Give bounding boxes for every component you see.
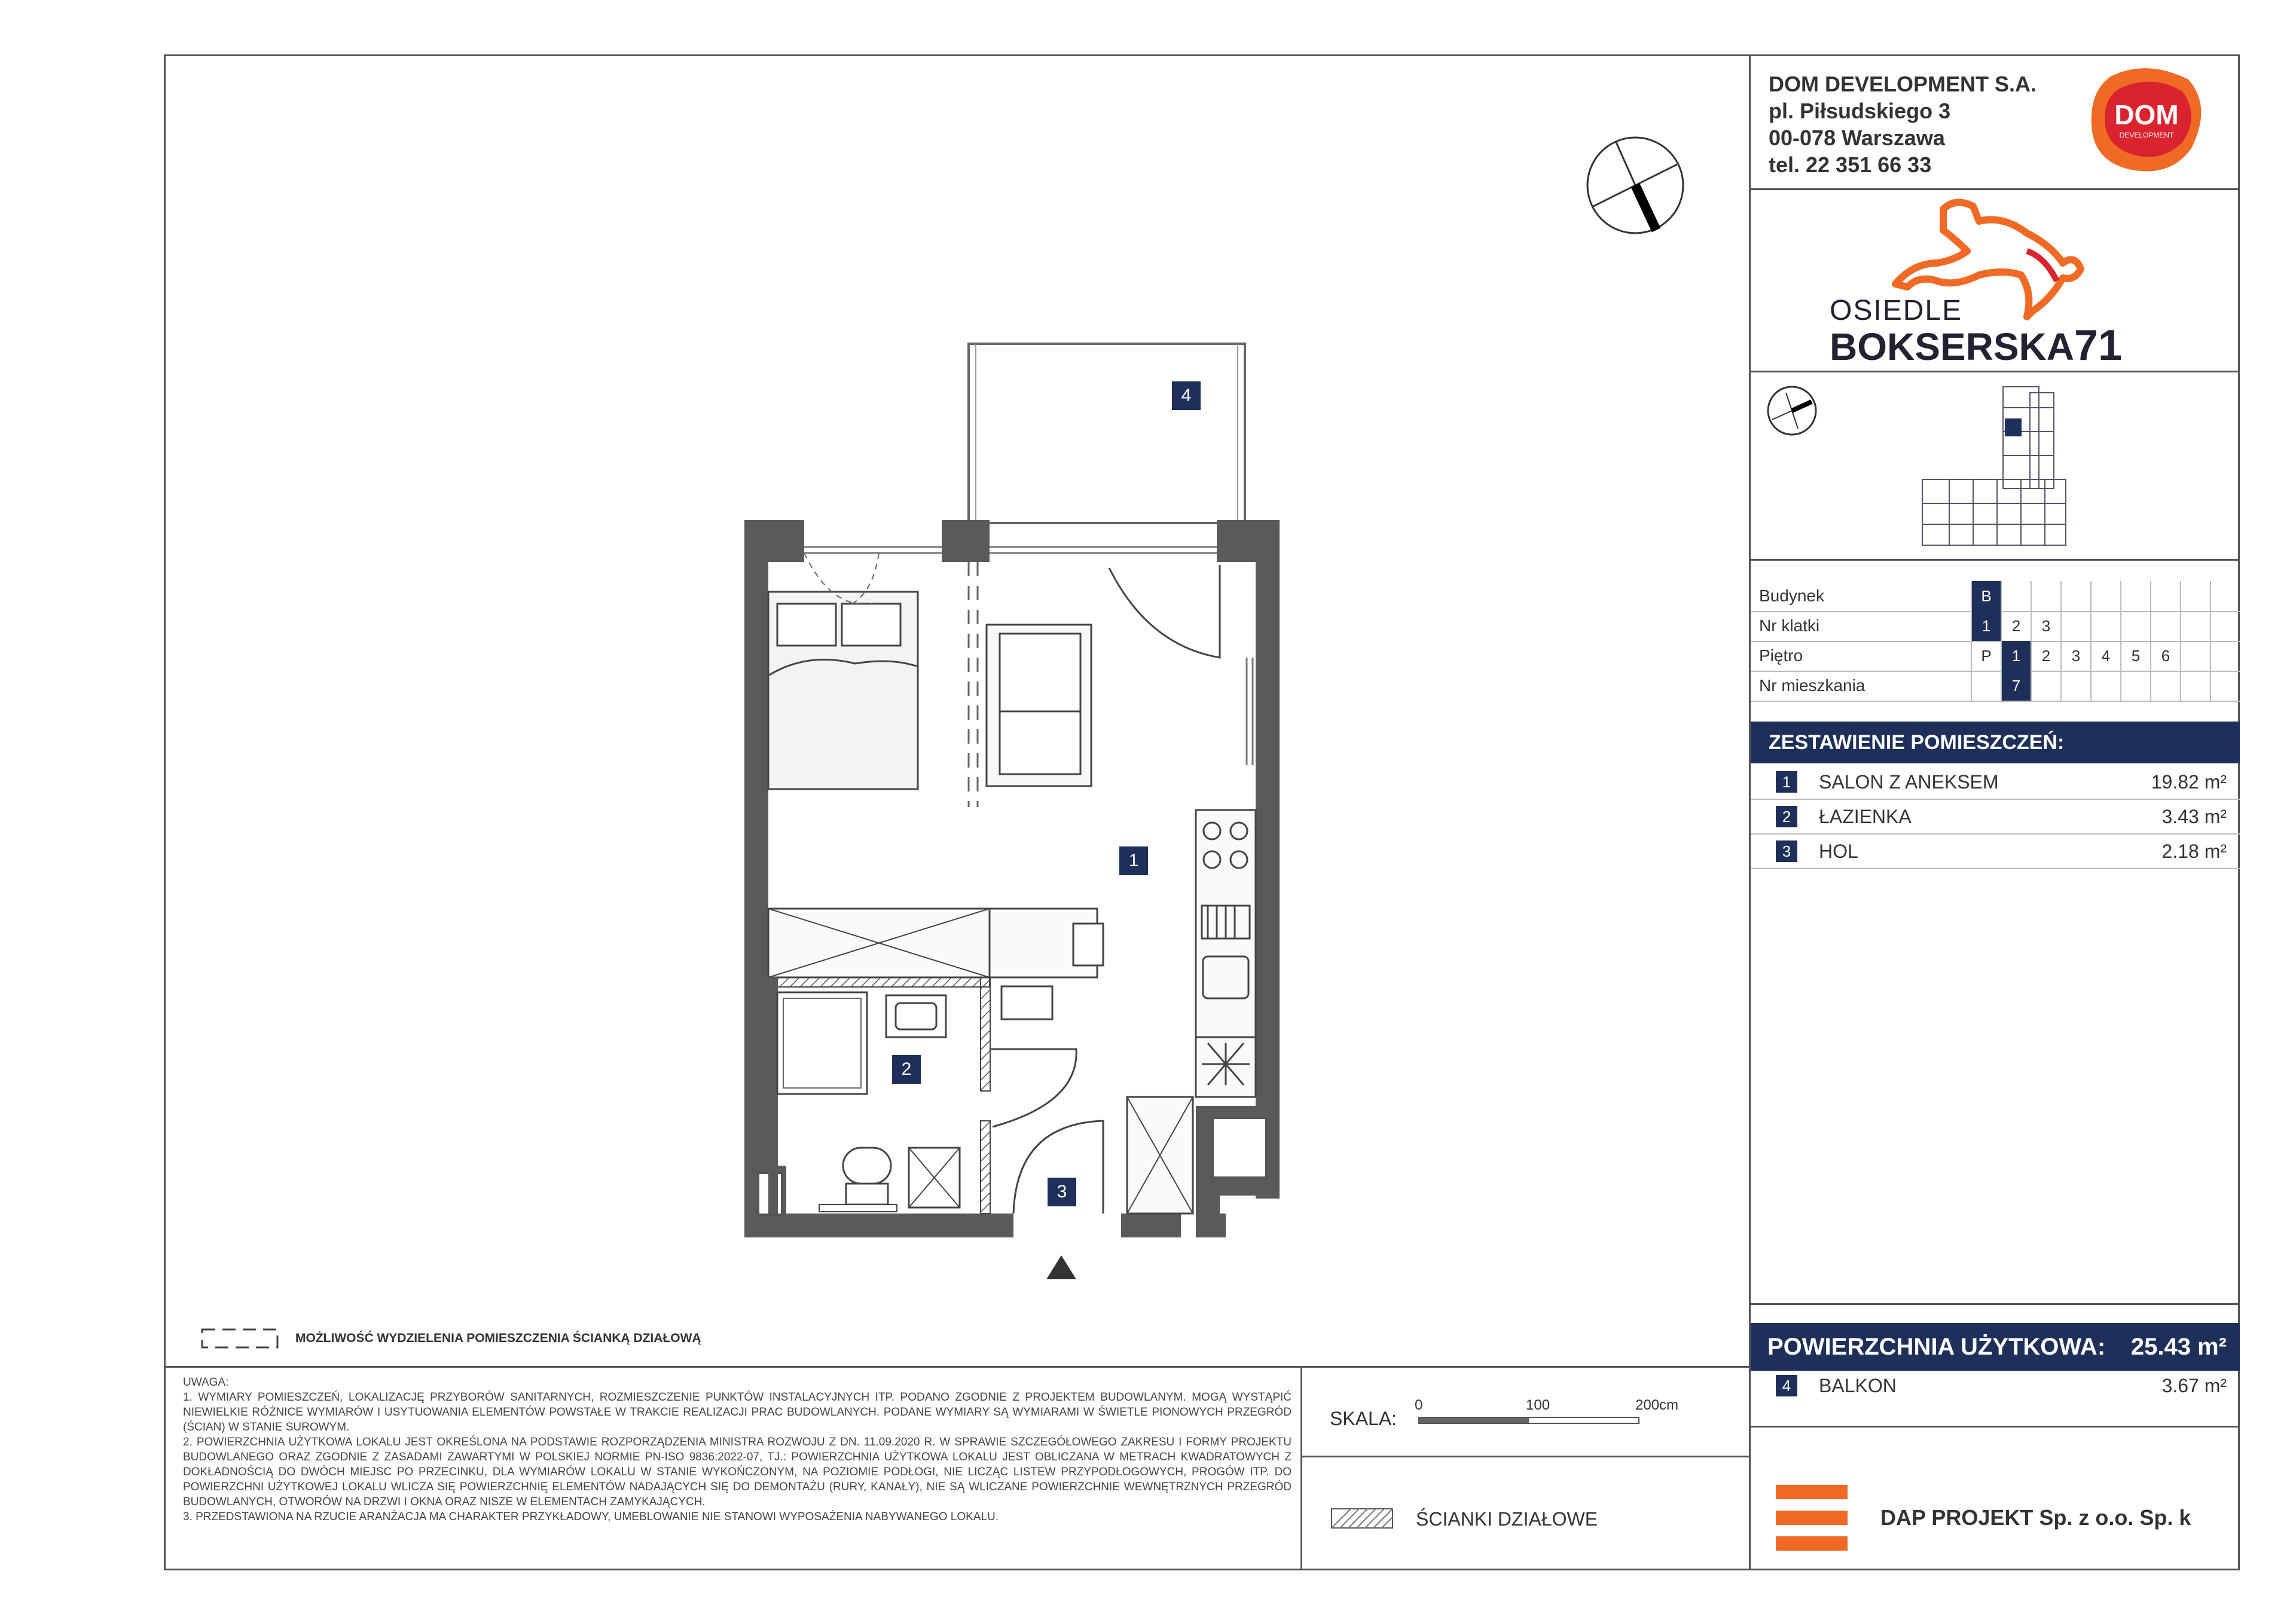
toilet (843, 1148, 891, 1184)
note-item: 2. POWIERZCHNIA UŻYTKOWA LOKALU JEST OKREŚLONA NA PODSTAWIE ROZPORZĄDZENIA MINISTRA ROZWOJU Z DN. 11.09.2020 R. W SPRAWIE SZCZEGÓŁOWEGO ZAKRESU I FORMY PROJEKTU BUDOWLANEGO ORAZ ZGODNIE Z ZASADAMI ZAWARTYMI W POLSKIEJ NORMIE PN-ISO 9836:2022-07, TJ.: POWIERZCHNIA UŻYTKOWA LOKALU JEST OBLICZANA W METRACH KWADRATOWYCH Z DOKŁADNOŚCIĄ DO DWÓCH MIEJSC PO PRZECINKU, DLA WYMIARÓW LOKALU W STANIE WYKOŃCZONYM, NA POZIOMIE PODŁOGI, NIE LICZĄC LISTEW PRZYPODŁOGOWYCH, PROGÓW ITP. DO POWIERZCHNI UŻYTKOWEJ LOKALU WLICZA SIĘ POWIERZCHNIĘ ELEMENTÓW NADAJĄCYCH SIĘ DO DEMONTAŻU (RURY, KANAŁY), NIE SĄ WLICZANE POWIERZCHNIE WEWNĘTRZNYCH PRZEGRÓD BUDOWLANYCH, OTWORÓW NA DRZWI I OKNA ORAZ NISZE W ELEMENTACH ZAMYKAJĄCYCH. (183, 1436, 1292, 1508)
architect-name: DAP PROJEKT Sp. z o.o. Sp. k (1880, 1505, 2191, 1530)
location-cell (2210, 581, 2240, 611)
project-divider (1749, 371, 2240, 372)
location-label: Piętro (1759, 646, 1803, 665)
company-name: DOM DEVELOPMENT S.A. (1769, 72, 2037, 96)
company-info (1769, 71, 2037, 178)
location-cell (2210, 641, 2240, 671)
shower (777, 992, 867, 1094)
location-cell: 4 (2090, 641, 2120, 671)
room-row (1751, 765, 2240, 800)
keyplan-compass-icon (1765, 384, 1819, 438)
extra-bottom-divider (1749, 1426, 2240, 1428)
project-name (1830, 294, 2122, 370)
notes-title: UWAGA: (183, 1376, 229, 1389)
location-label: Budynek (1759, 586, 1824, 605)
entrance-marker (1046, 1255, 1076, 1279)
room-row (1751, 835, 2240, 869)
location-cell (2150, 671, 2180, 701)
scale-bar-fill (1419, 1418, 1529, 1423)
room-number: 3 (1776, 840, 1797, 862)
note-item: 1. WYMIARY POMIESZCZEŃ, LOKALIZACJĘ PRZYBORÓW SANITARNYCH, ROZMIESZCZENIE PUNKTÓW INSTALACYJNYCH ITP. PODANO ZGODNIE Z PROJEKTEM BUDOWLANYM. MOGĄ WYSTĄPIĆ NIEWIELKIE RÓŻNICE WYMIARÓW I USYTUOWANIA ELEMENTÓW POWSTAŁE W TRAKCIE REALIZACJI PRAC BUDOWLANYCH. PODANE WYMIARY SĄ WYMIARAMI W ŚWIETLE PIONOWYCH PRZEGRÓD (ŚCIAN) W STANIE SUROWYM. (183, 1391, 1292, 1434)
location-cell (2120, 581, 2150, 611)
location-cell (2060, 611, 2090, 641)
rooms-heading-bar (1751, 722, 2240, 763)
location-cell: 1 (1971, 611, 2001, 641)
dap-projekt-logo (1776, 1485, 1848, 1551)
note-item: 3. PRZEDSTAWIONA NA RZUCIE ARANŻACJA MA CHARAKTER PRZYKŁADOWY, UMEBLOWANIE NIE STANOWI WYPOSAŻENIA NABYWANEGO LOKALU. (183, 1511, 999, 1523)
notes-scale-divider (1300, 1366, 1302, 1570)
room-area: 3.67 m² (2161, 1374, 2227, 1396)
project-name-line2 (1830, 321, 2122, 370)
building-keyplan (1913, 384, 2069, 551)
company-address-street: pl. Piłsudskiego 3 (1769, 99, 1951, 123)
location-cell (2210, 611, 2240, 641)
location-cell: 6 (2150, 641, 2180, 671)
project-name-line1: OSIEDLE (1830, 295, 1963, 326)
scale-label: SKALA: (1330, 1408, 1397, 1429)
location-cell (1971, 671, 2001, 701)
room-area: 3.43 m² (2161, 805, 2227, 827)
north-compass-icon (1581, 132, 1689, 239)
room-number: 2 (1776, 806, 1797, 827)
location-cell: 5 (2120, 641, 2150, 671)
location-cell: 3 (2031, 611, 2060, 641)
location-cell (2060, 581, 2090, 611)
company-divider (1749, 188, 2240, 190)
room-row (1751, 800, 2240, 835)
scale-tick-200: 200cm (1635, 1397, 1679, 1413)
location-cell: 7 (2001, 671, 2031, 701)
location-cell (2120, 611, 2150, 641)
scale-tick-100: 100 (1526, 1397, 1550, 1413)
total-area-value: 25.43 m² (2130, 1333, 2227, 1360)
location-cell: 2 (2031, 641, 2060, 671)
location-cell: 1 (2001, 641, 2031, 671)
scale-tick-0: 0 (1415, 1397, 1423, 1413)
location-cell (2180, 671, 2210, 701)
location-cell (2001, 581, 2031, 611)
rooms-heading: ZESTAWIENIE POMIESZCZEŃ: (1769, 730, 2065, 754)
plan-tag-1: 1 (1119, 846, 1148, 875)
balcony-row (1751, 1369, 2240, 1402)
room-number: 4 (1776, 1375, 1797, 1396)
dashed-partition-icon (201, 1328, 279, 1349)
room-name: SALON Z ANEKSEM (1819, 771, 1999, 793)
location-cell (2180, 581, 2210, 611)
location-label: Nr klatki (1759, 616, 1820, 635)
location-cell (2180, 611, 2210, 641)
location-label: Nr mieszkania (1759, 676, 1866, 695)
project-number: 71 (2074, 322, 2123, 369)
keyplan-selected-unit (2005, 418, 2022, 436)
partition-legend-label: ŚCIANKI DZIAŁOWE (1416, 1508, 1598, 1530)
room-name: HOL (1819, 840, 1858, 862)
location-cell: 2 (2001, 611, 2031, 641)
location-cell: 3 (2060, 641, 2090, 671)
scale-bar (1418, 1417, 1639, 1424)
location-cell (2150, 581, 2180, 611)
location-cell: P (1971, 641, 2001, 671)
total-area-label: POWIERZCHNIA UŻYTKOWA: (1767, 1333, 2106, 1360)
scale-legend-divider (1300, 1456, 1751, 1457)
notes (183, 1375, 1292, 1524)
company-phone: tel. 22 351 66 33 (1769, 152, 1932, 177)
plan-tag-3: 3 (1048, 1178, 1076, 1206)
room-area: 2.18 m² (2161, 840, 2227, 862)
location-cell (2180, 641, 2210, 671)
keyplan-divider (1749, 559, 2240, 561)
location-cell (2090, 671, 2120, 701)
location-cell (2090, 611, 2120, 641)
location-cell (2120, 671, 2150, 701)
room-name: ŁAZIENKA (1819, 805, 1912, 827)
location-cell (2090, 581, 2120, 611)
location-cell (2150, 611, 2180, 641)
floor-plan (735, 341, 1297, 1285)
location-cell (2031, 581, 2060, 611)
project-name-bokserska: BOKSERSKA (1830, 325, 2074, 368)
location-cell: B (1971, 581, 2001, 611)
room-area: 19.82 m² (2151, 771, 2227, 793)
possible-partition-label: MOŻLIWOŚĆ WYDZIELENIA POMIESZCZENIA ŚCIANKĄ DZIAŁOWĄ (295, 1331, 701, 1345)
location-cell (2031, 671, 2060, 701)
room-number: 1 (1776, 771, 1797, 793)
location-cell (2060, 671, 2090, 701)
rooms-bottom-divider (1749, 1303, 2240, 1305)
room-name: BALKON (1819, 1374, 1897, 1396)
partition-hatch-icon (1331, 1508, 1393, 1529)
plan-tag-2: 2 (892, 1055, 921, 1084)
location-cell (2210, 671, 2240, 701)
dom-development-logo (2087, 65, 2206, 178)
balcony-outline (969, 344, 1245, 523)
logo-text-development: DEVELOPMENT (2119, 131, 2174, 139)
total-area-bar (1751, 1323, 2240, 1371)
notes-divider (164, 1366, 1751, 1368)
logo-text-dom: DOM (2114, 99, 2179, 130)
plan-tag-4: 4 (1172, 381, 1201, 410)
company-address-city: 00-078 Warszawa (1769, 126, 1945, 150)
